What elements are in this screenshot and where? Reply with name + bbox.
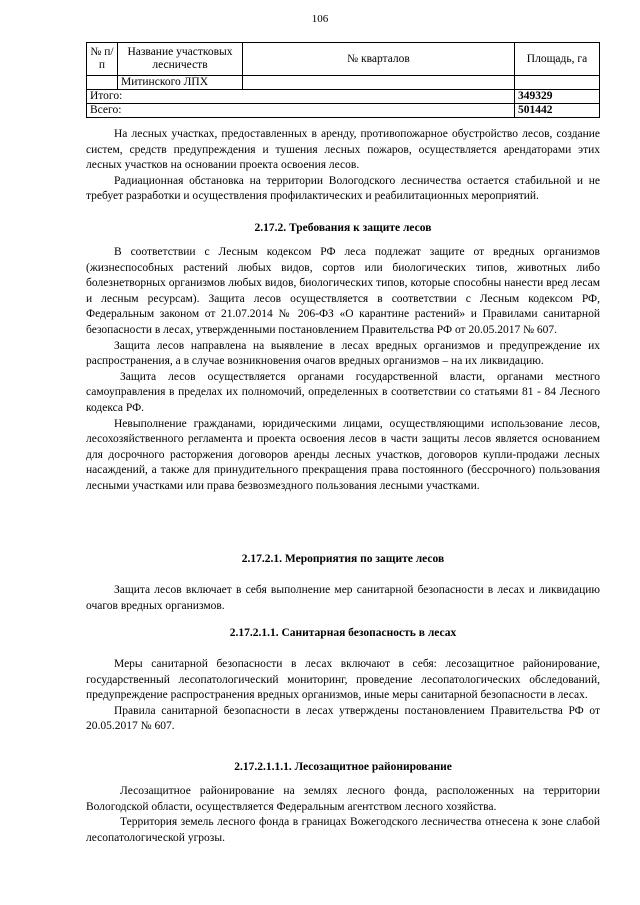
cell-quarters xyxy=(243,76,515,90)
paragraph: Защита лесов осуществляется органами государственной власти, органами местного самоуправления в пределах их полномочий, определенных в соответствии со статьями 81 - 84 Лесного кодекса РФ. xyxy=(86,370,600,414)
page-number: 106 xyxy=(311,13,329,25)
paragraph: Радиационная обстановка на территории Вологодского лесничества остается стабильной и не требует разработки и осуществления профилактических и реабилитационных мероприятий. xyxy=(86,174,600,203)
grand-total-label: Всего: xyxy=(87,104,515,118)
cell-num xyxy=(87,76,118,90)
paragraph: На лесных участках, предоставленных в аренду, противопожарное обустройство лесов, создание систем, средств предупреждения и тушения лесных пожаров, осуществляется арендаторами этих лесных участков на основании проекта освоения лесов. xyxy=(86,128,600,172)
total-label: Итого: xyxy=(87,90,515,104)
section-3-text xyxy=(86,657,600,735)
section-heading: 2.17.2. Требования к защите лесов xyxy=(254,222,432,234)
total-value: 349329 xyxy=(515,90,600,104)
table-grand-total-row xyxy=(87,104,600,118)
paragraph: В соответствии с Лесным кодексом РФ леса подлежат защите от вредных организмов (жизнеспособных растений любых видов, сортов или биологических типов, животных либо болезнетворных организмов любых видов, биологических типов, которые способны нанести вред лесам и лесным ресурсам). Защита лесов осуществляется в соответствии с Лесным кодексом РФ, Федеральным законом от 21.07.2014 № 206-ФЗ «О карантине растений» и Правилами санитарной безопасности в лесах, утвержденными постановлением Правительства РФ от 20.05.2017 № 607. xyxy=(86,246,600,336)
section-heading: 2.17.2.1. Мероприятия по защите лесов xyxy=(241,553,445,565)
table-total-row xyxy=(87,90,600,104)
paragraph: Защита лесов включает в себя выполнение мер санитарной безопасности в лесах и ликвидацию очагов вредных организмов. xyxy=(86,584,600,612)
paragraph: Невыполнение гражданами, юридическими лицами, осуществляющими использование лесов, лесохозяйственного регламента и проекта освоения лесов в части защиты лесов является основанием для досрочного расторжения договоров аренды лесных участков, договоров купли-продажи лесных насаждений, а также для принудительного прекращения права постоянного (бессрочного) пользования лесными участками или права безвозмездного пользования лесными участками. xyxy=(86,417,600,492)
section-2-text xyxy=(86,583,600,614)
section-heading: 2.17.2.1.1.1. Лесозащитное районирование xyxy=(234,761,452,773)
table-header-row xyxy=(87,43,600,76)
table-row xyxy=(87,76,600,90)
paragraph: Территория земель лесного фонда в границах Вожегодского лесничества отнесена к зоне слабой лесопатологической угрозы. xyxy=(86,816,600,844)
top-text-block xyxy=(86,127,600,205)
cell-area xyxy=(515,76,600,90)
forestry-sites-table xyxy=(86,42,600,118)
grand-total-value: 501442 xyxy=(515,104,600,118)
paragraph: Правила санитарной безопасности в лесах утверждены постановлением Правительства РФ от 20.05.2017 № 607. xyxy=(86,704,600,733)
section-4-text xyxy=(86,784,600,846)
section-heading: 2.17.2.1.1. Санитарная безопасность в лесах xyxy=(229,627,457,639)
header-name: Название участковых лесничеств xyxy=(118,43,243,76)
header-area: Площадь, га xyxy=(515,43,600,76)
header-num: № п/п xyxy=(87,43,118,76)
paragraph: Лесозащитное районирование на землях лесного фонда, расположенных на территории Вологодской области, осуществляется Федеральным агентством лесного хозяйства. xyxy=(86,785,600,813)
paragraph: Меры санитарной безопасности в лесах включают в себя: лесозащитное районирование, государственный лесопатологический мониторинг, проведение лесопатологических обследований, предупреждение распространения вредных организмов, иные меры санитарной безопасности в лесах. xyxy=(86,658,600,702)
paragraph: Защита лесов направлена на выявление в лесах вредных организмов и предупреждение их распространения, а в случае возникновения очагов вредных организмов – на их ликвидацию. xyxy=(86,339,600,368)
header-quarters: № кварталов xyxy=(243,43,515,76)
section-1-text xyxy=(86,245,600,495)
cell-name: Митинского ЛПХ xyxy=(118,76,243,90)
